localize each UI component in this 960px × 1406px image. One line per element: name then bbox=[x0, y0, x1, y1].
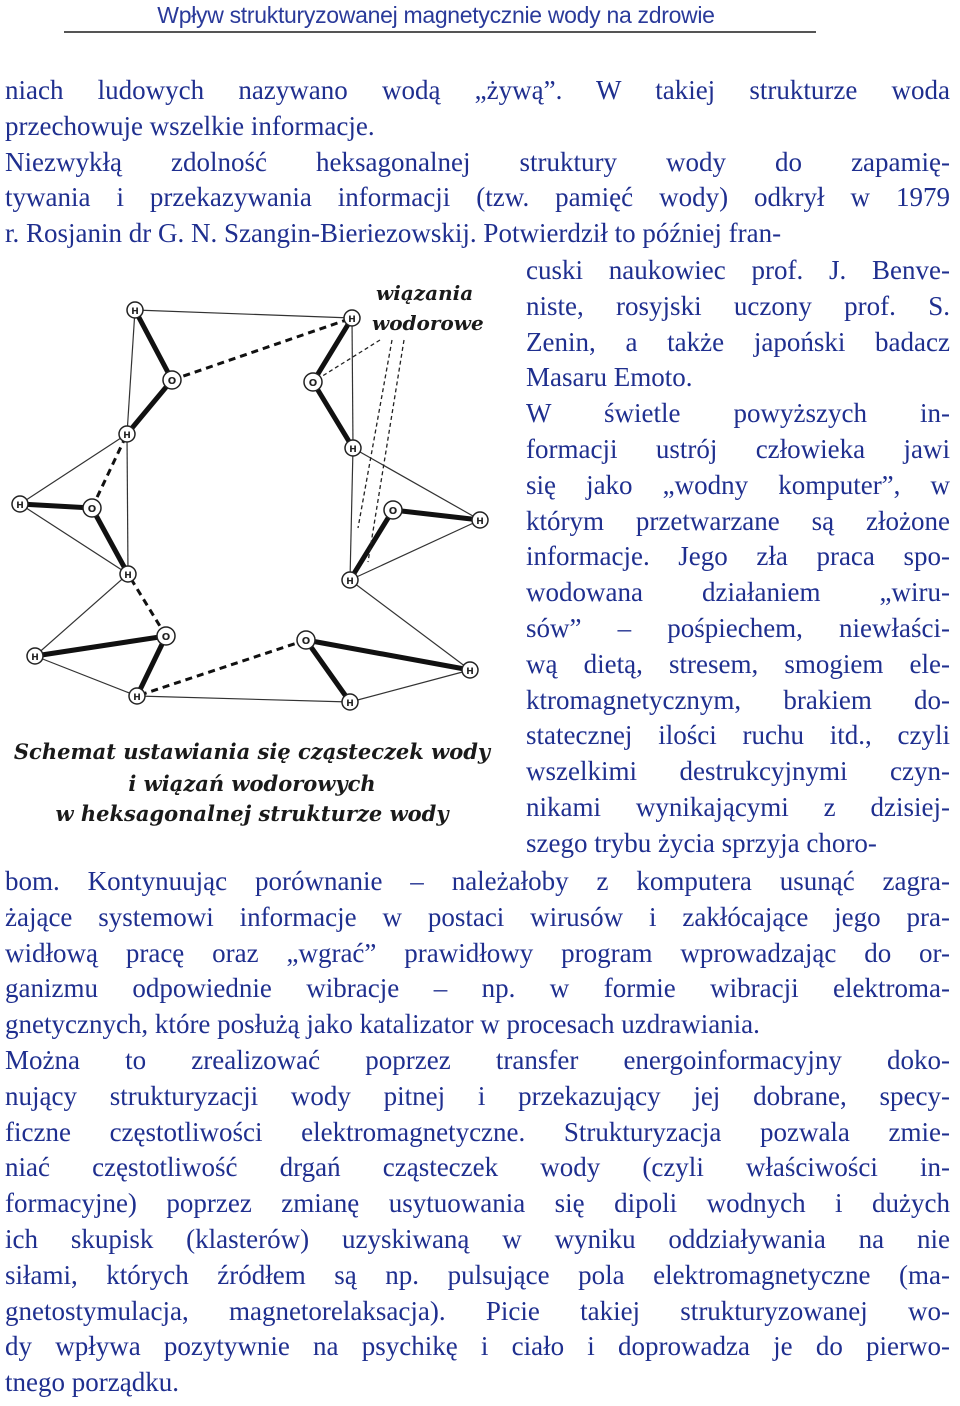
text-line: Można to zrealizować poprzez transfer energoinformacyjny doko- bbox=[5, 1045, 950, 1075]
hydrogen-atom-symbol: H bbox=[466, 667, 474, 677]
frame-line bbox=[20, 434, 127, 504]
frame-line bbox=[352, 318, 353, 448]
text-line: niać częstotliwość drgań cząsteczek wody (czyli właściwości in- bbox=[5, 1152, 950, 1183]
text-line: niach ludowych nazywano wodą „żywą”. W takiej strukturze woda bbox=[5, 75, 950, 105]
hydrogen-bond-label-line1: wiązania bbox=[376, 281, 474, 305]
text-line: Zenin, a także japoński badacz bbox=[526, 326, 950, 357]
oxygen-atom-symbol: O bbox=[87, 504, 97, 515]
frame-line bbox=[20, 504, 128, 574]
text-line: tywania i przekazywania informacji (tzw. pamięć wody) odkrył w 1979 bbox=[5, 182, 950, 213]
covalent-bond bbox=[306, 640, 470, 670]
frame-line bbox=[350, 448, 353, 580]
text-line: ktromagnetycznym, brakiem do- bbox=[526, 684, 950, 715]
oxygen-atom-symbol: O bbox=[308, 378, 318, 389]
text-line: r. Rosjanin dr G. N. Szangin-Bieriezowskij. Potwierdził to później fran- bbox=[5, 218, 782, 249]
text-line: W świetle powyższych in- bbox=[526, 398, 950, 429]
frame-line bbox=[135, 310, 352, 318]
figure-caption-line1: Schemat ustawiania się cząsteczek wody bbox=[13, 739, 491, 764]
text-line: gnetostymulacja, magnetorelaksacja). Picie takiej strukturyzowanej wo- bbox=[5, 1295, 950, 1326]
hydrogen-atom-symbol: H bbox=[133, 693, 141, 703]
text-line: widłową pracę oraz „wgrać” prawidłowy program wprowadzając do or- bbox=[5, 937, 950, 968]
hydrogen-atom-symbol: H bbox=[31, 653, 39, 663]
header-rule bbox=[64, 31, 816, 33]
page-header-title: Wpływ strukturyzowanej magnetycznie wody na zdrowie bbox=[157, 2, 715, 28]
covalent-bond bbox=[313, 318, 352, 382]
frame-line bbox=[127, 310, 135, 434]
text-line: sów” – pośpiechem, niewłaści- bbox=[526, 613, 950, 643]
hydrogen-atom-symbol: H bbox=[346, 577, 354, 587]
oxygen-atom-symbol: O bbox=[167, 376, 177, 387]
text-line: wodowana działaniem „wiru- bbox=[526, 577, 950, 608]
text-line: żające systemowi informacje w postaci wirusów i zakłócające jego pra- bbox=[5, 901, 950, 932]
hydrogen-atom-symbol: H bbox=[349, 445, 357, 455]
text-line: dy wpływa pozytywnie na psychikę i ciało i doprowadza je do pierwo- bbox=[5, 1331, 950, 1362]
covalent-bond bbox=[135, 310, 172, 380]
hydrogen-atom-symbol: H bbox=[124, 571, 132, 581]
text-line: cuski naukowiec prof. J. Benve- bbox=[526, 255, 950, 285]
hydrogen-bond-dashed bbox=[128, 574, 166, 636]
oxygen-atom-symbol: O bbox=[301, 636, 311, 647]
hydrogen-bond-label-line2: wodorowe bbox=[372, 311, 484, 335]
frame-line bbox=[137, 696, 350, 702]
text-line: ich skupisk (klasterów) uzyskiwaną w wyniku oddziaływania na nie bbox=[5, 1224, 950, 1254]
text-line: tnego porządku. bbox=[5, 1367, 179, 1398]
hydrogen-atom-symbol: H bbox=[131, 307, 139, 317]
label-pointer-line bbox=[358, 340, 392, 528]
covalent-bond bbox=[393, 510, 480, 520]
hydrogen-bond-dashed bbox=[172, 318, 352, 380]
text-line: się jako „wodny komputer”, w bbox=[526, 469, 950, 500]
text-line: informacje. Jego zła praca spo- bbox=[526, 541, 950, 572]
hydrogen-atom-symbol: H bbox=[476, 517, 484, 527]
text-line: statecznej ilości ruchu itd., czyli bbox=[526, 720, 950, 751]
hydrogen-atom-symbol: H bbox=[16, 501, 24, 511]
covalent-bond bbox=[137, 636, 166, 696]
figure-caption-line2: i wiązań wodorowych bbox=[128, 771, 376, 796]
frame-line bbox=[353, 448, 480, 520]
text-line: nikami wynikającymi z dzisiej- bbox=[526, 792, 950, 822]
text-line: formacji ustrój człowieka jawi bbox=[526, 434, 950, 464]
text-line: ganizmu odpowiednie wibracje – np. w formie wibracji elektroma- bbox=[5, 973, 950, 1004]
hydrogen-atom-symbol: H bbox=[348, 315, 356, 325]
text-line: Niezwykłą zdolność heksagonalnej struktury wody do zapamię- bbox=[5, 146, 950, 177]
text-line: wszelkimi destrukcyjnymi czyn- bbox=[526, 756, 950, 787]
hydrogen-atom-symbol: H bbox=[346, 699, 354, 709]
text-line: gnetycznych, które posłużą jako katalizator w procesach uzdrawiania. bbox=[5, 1009, 760, 1040]
text-line: Masaru Emoto. bbox=[526, 362, 693, 393]
water-structure-figure bbox=[0, 272, 510, 842]
text-line: siłami, których źródłem są np. pulsujące pola elektromagnetyczne (ma- bbox=[5, 1259, 950, 1290]
text-line: nujący strukturyzacji wody pitnej i przekazujący jej dobrane, specy- bbox=[5, 1080, 950, 1111]
frame-line bbox=[127, 434, 128, 574]
text-line: ficzne częstotliwości elektromagnetyczne. Strukturyzacja pozwala zmie- bbox=[5, 1116, 950, 1147]
text-line: wą dietą, stresem, smogiem ele- bbox=[526, 648, 950, 679]
text-line: którym przetwarzane są złożone bbox=[526, 505, 950, 536]
text-line: szego trybu życia sprzyja choro- bbox=[526, 827, 877, 858]
covalent-bond bbox=[92, 508, 128, 574]
text-line: przechowuje wszelkie informacje. bbox=[5, 110, 375, 141]
frame-line bbox=[350, 670, 470, 702]
oxygen-atom-symbol: O bbox=[388, 506, 398, 517]
text-line: niste, rosyjski uczony prof. S. bbox=[526, 290, 950, 321]
frame-line bbox=[35, 656, 137, 696]
covalent-bond bbox=[20, 504, 92, 508]
hydrogen-atom-symbol: H bbox=[123, 431, 131, 441]
label-pointer-line bbox=[368, 340, 404, 562]
text-line: formacyjne) poprzez zmianę usytuowania się dipoli wodnych i dużych bbox=[5, 1188, 950, 1219]
oxygen-atom-symbol: O bbox=[161, 632, 171, 643]
covalent-bond bbox=[127, 380, 172, 434]
text-line: bom. Kontynuując porównanie – należałoby z komputera usunąć zagra- bbox=[5, 866, 950, 896]
figure-caption-line3: w heksagonalnej strukturze wody bbox=[55, 801, 449, 826]
